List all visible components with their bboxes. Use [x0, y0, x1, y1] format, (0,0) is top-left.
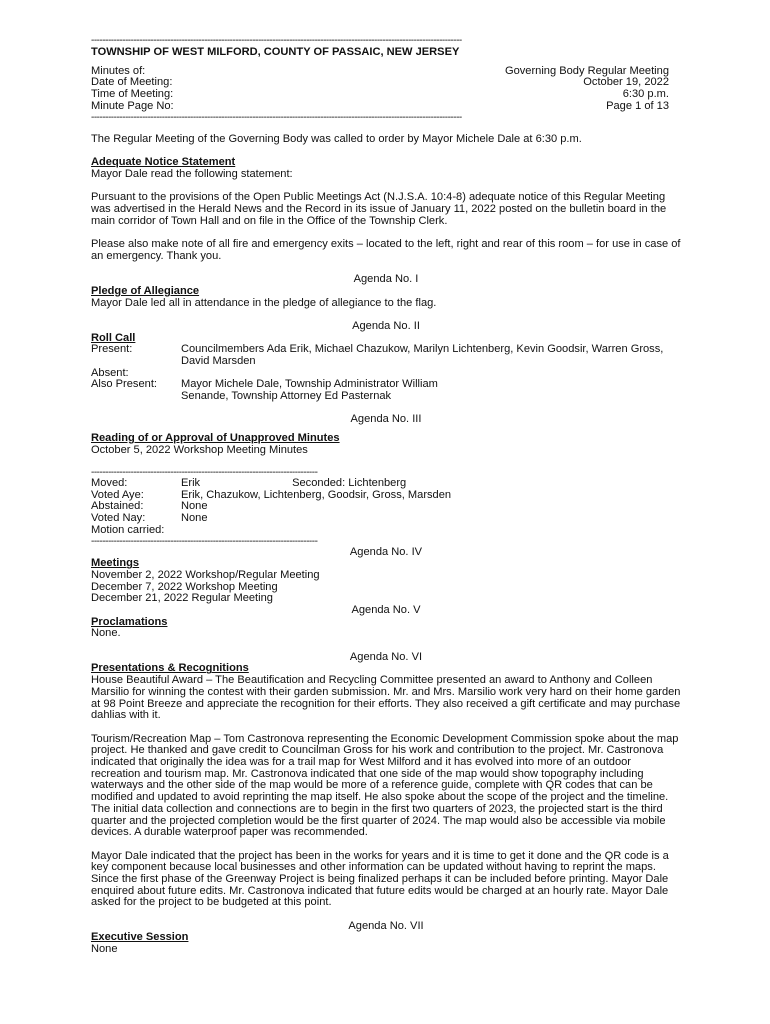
abstained-label: Abstained:	[91, 500, 144, 513]
header-value: October 19, 2022	[583, 76, 669, 89]
roll-call-present	[91, 344, 681, 367]
pledge-heading: Pledge of Allegiance	[91, 284, 200, 297]
moved-line	[181, 478, 681, 490]
abstained-value: None	[181, 500, 208, 513]
header-label: Minute Page No:	[91, 99, 174, 112]
meeting-item: November 2, 2022 Workshop/Regular Meeting	[91, 568, 320, 581]
header-value: Page 1 of 13	[606, 99, 669, 112]
document-title: TOWNSHIP OF WEST MILFORD, COUNTY OF PASSAIC, NEW JERSEY	[91, 46, 460, 58]
house-beautiful-paragraph: House Beautiful Award – The Beautification and Recycling Committee presented an award to Anthony and Colleen Marsilio for winning the contest with their garden submission. Mr. and Mrs. Marsilio work very hard on their home garden at 98 Point Breeze and appreciate the recognition for their efforts. They also received a gift certificate and may purchase dahlias with it.	[91, 674, 681, 722]
header-value: 6:30 p.m.	[622, 88, 669, 101]
roll-call-also-present	[91, 379, 681, 402]
header-rule-bottom: -----------------------------------------------------------------------------------------------------------------------------------	[91, 112, 462, 123]
agenda-label-6: Agenda No. VI	[349, 650, 423, 663]
executive-session-text: None	[91, 943, 118, 956]
minutes-page	[91, 36, 681, 956]
agenda-label-3: Agenda No. III	[350, 413, 422, 426]
header-rule-top: -----------------------------------------------------------------------------------------------------------------------------------	[91, 36, 462, 46]
agenda-label-7: Agenda No. VII	[348, 919, 424, 932]
emergency-exits-paragraph: Please also make note of all fire and emergency exits – located to the left, right and rear of this room – for use in case of an emergency. Thank you.	[91, 238, 681, 262]
tourism-map-paragraph: Tourism/Recreation Map – Tom Castronova representing the Economic Development Commission spoke about the map project. He thanked and gave credit to Councilman Gross for his work and contribution to the project. Mr. Castronova indicated that originally the idea was for a trail map for West Milford and it has evolved into more of an outdoor recreation and tourism map. Mr. Castronova indicated that one side of the map would show topography including waterways and the other side of the map would be more of a reference guide, complete with QR codes that can be modified and updated to avoid reprinting the map itself. He also spoke about the scope of the project and the timeline. The initial data collection and connections are to begin in the first two quarters of 2023, the projected start is the third quarter and the projected completion would be the first quarter of 2024. The map would also be accessible via mobile devices. A durable waterproof paper was recommended.	[91, 732, 679, 839]
motion-moved	[91, 478, 681, 490]
proclamations-heading: Proclamations	[91, 615, 168, 628]
agenda-label-5: Agenda No. V	[351, 604, 421, 617]
voted-nay-label: Voted Nay:	[91, 512, 146, 525]
header-row-time	[91, 89, 669, 101]
motion-voted-nay	[91, 513, 681, 525]
adequate-notice-paragraph: Pursuant to the provisions of the Open Public Meetings Act (N.J.S.A. 10:4-8) adequate notice of this Regular Meeting was advertised in the Herald News and the Record in its issue of January 11, 2022 posted on the bulletin board in the main corridor of Town Hall and on file in the Office of the Township Clerk.	[91, 191, 667, 227]
motion-rule-top: --------------------------------------------------------------------------------	[91, 468, 318, 479]
pledge-text: Mayor Dale led all in attendance in the pledge of allegiance to the flag.	[91, 296, 437, 309]
meeting-item: December 7, 2022 Workshop Meeting	[91, 580, 278, 593]
header-row-date	[91, 77, 669, 89]
agenda-label-4: Agenda No. IV	[349, 545, 423, 558]
voted-aye-label: Voted Aye:	[91, 488, 144, 501]
seconded-value: Seconded: Lichtenberg	[292, 477, 407, 490]
header-label: Time of Meeting:	[91, 88, 174, 101]
meeting-item: December 21, 2022 Regular Meeting	[91, 592, 273, 605]
executive-session-heading: Executive Session	[91, 931, 189, 944]
presentations-heading: Presentations & Recognitions	[91, 662, 249, 675]
roll-call-heading: Roll Call	[91, 331, 136, 344]
voted-aye-value: Erik, Chazukow, Lichtenberg, Goodsir, Gross, Marsden	[181, 488, 452, 501]
moved-label: Moved:	[91, 477, 128, 490]
header-label: Minutes of:	[91, 64, 146, 77]
agenda-label-1: Agenda No. I	[353, 273, 419, 286]
minutes-approval-text: October 5, 2022 Workshop Meeting Minutes	[91, 443, 308, 456]
motion-rule-bottom: --------------------------------------------------------------------------------	[91, 536, 318, 547]
also-present-value: Mayor Michele Dale, Township Administrator William Senande, Township Attorney Ed Pasternak	[181, 378, 438, 403]
header-row-page	[91, 101, 669, 113]
also-present-label: Also Present:	[91, 378, 157, 391]
header-value: Governing Body Regular Meeting	[504, 64, 669, 77]
moved-value: Erik	[181, 477, 201, 490]
present-label: Present:	[91, 343, 133, 356]
intro-paragraph: The Regular Meeting of the Governing Body was called to order by Mayor Michele Dale at 6:30 p.m.	[91, 133, 582, 146]
proclamations-text: None.	[91, 627, 121, 640]
adequate-notice-heading: Adequate Notice Statement	[91, 156, 236, 169]
motion-voted-aye	[91, 490, 681, 502]
motion-carried: Motion carried:	[91, 523, 165, 536]
present-value: Councilmembers Ada Erik, Michael Chazukow, Marilyn Lichtenberg, Kevin Goodsir, Warren Gross, David Marsden	[181, 343, 664, 367]
absent-label: Absent:	[91, 366, 129, 379]
minutes-approval-heading: Reading of or Approval of Unapproved Minutes	[91, 432, 340, 445]
motion-abstained	[91, 501, 681, 513]
mayor-dale-paragraph: Mayor Dale indicated that the project has been in the works for years and it is time to get it done and the QR code is a key component because local businesses and other information can be updated without having to reprint the maps. Since the first phase of the Greenway Project is being finalized perhaps it can be included before printing. Mayor Dale enquired about future edits. Mr. Castronova indicated that future edits would be charged at an hourly rate. Mayor Dale asked for the project to be budgeted at this point.	[91, 849, 669, 909]
voted-nay-value: None	[181, 512, 208, 525]
header-label: Date of Meeting:	[91, 76, 173, 89]
agenda-label-2: Agenda No. II	[352, 319, 420, 332]
adequate-notice-line: Mayor Dale read the following statement:	[91, 168, 293, 181]
meetings-heading: Meetings	[91, 557, 140, 570]
